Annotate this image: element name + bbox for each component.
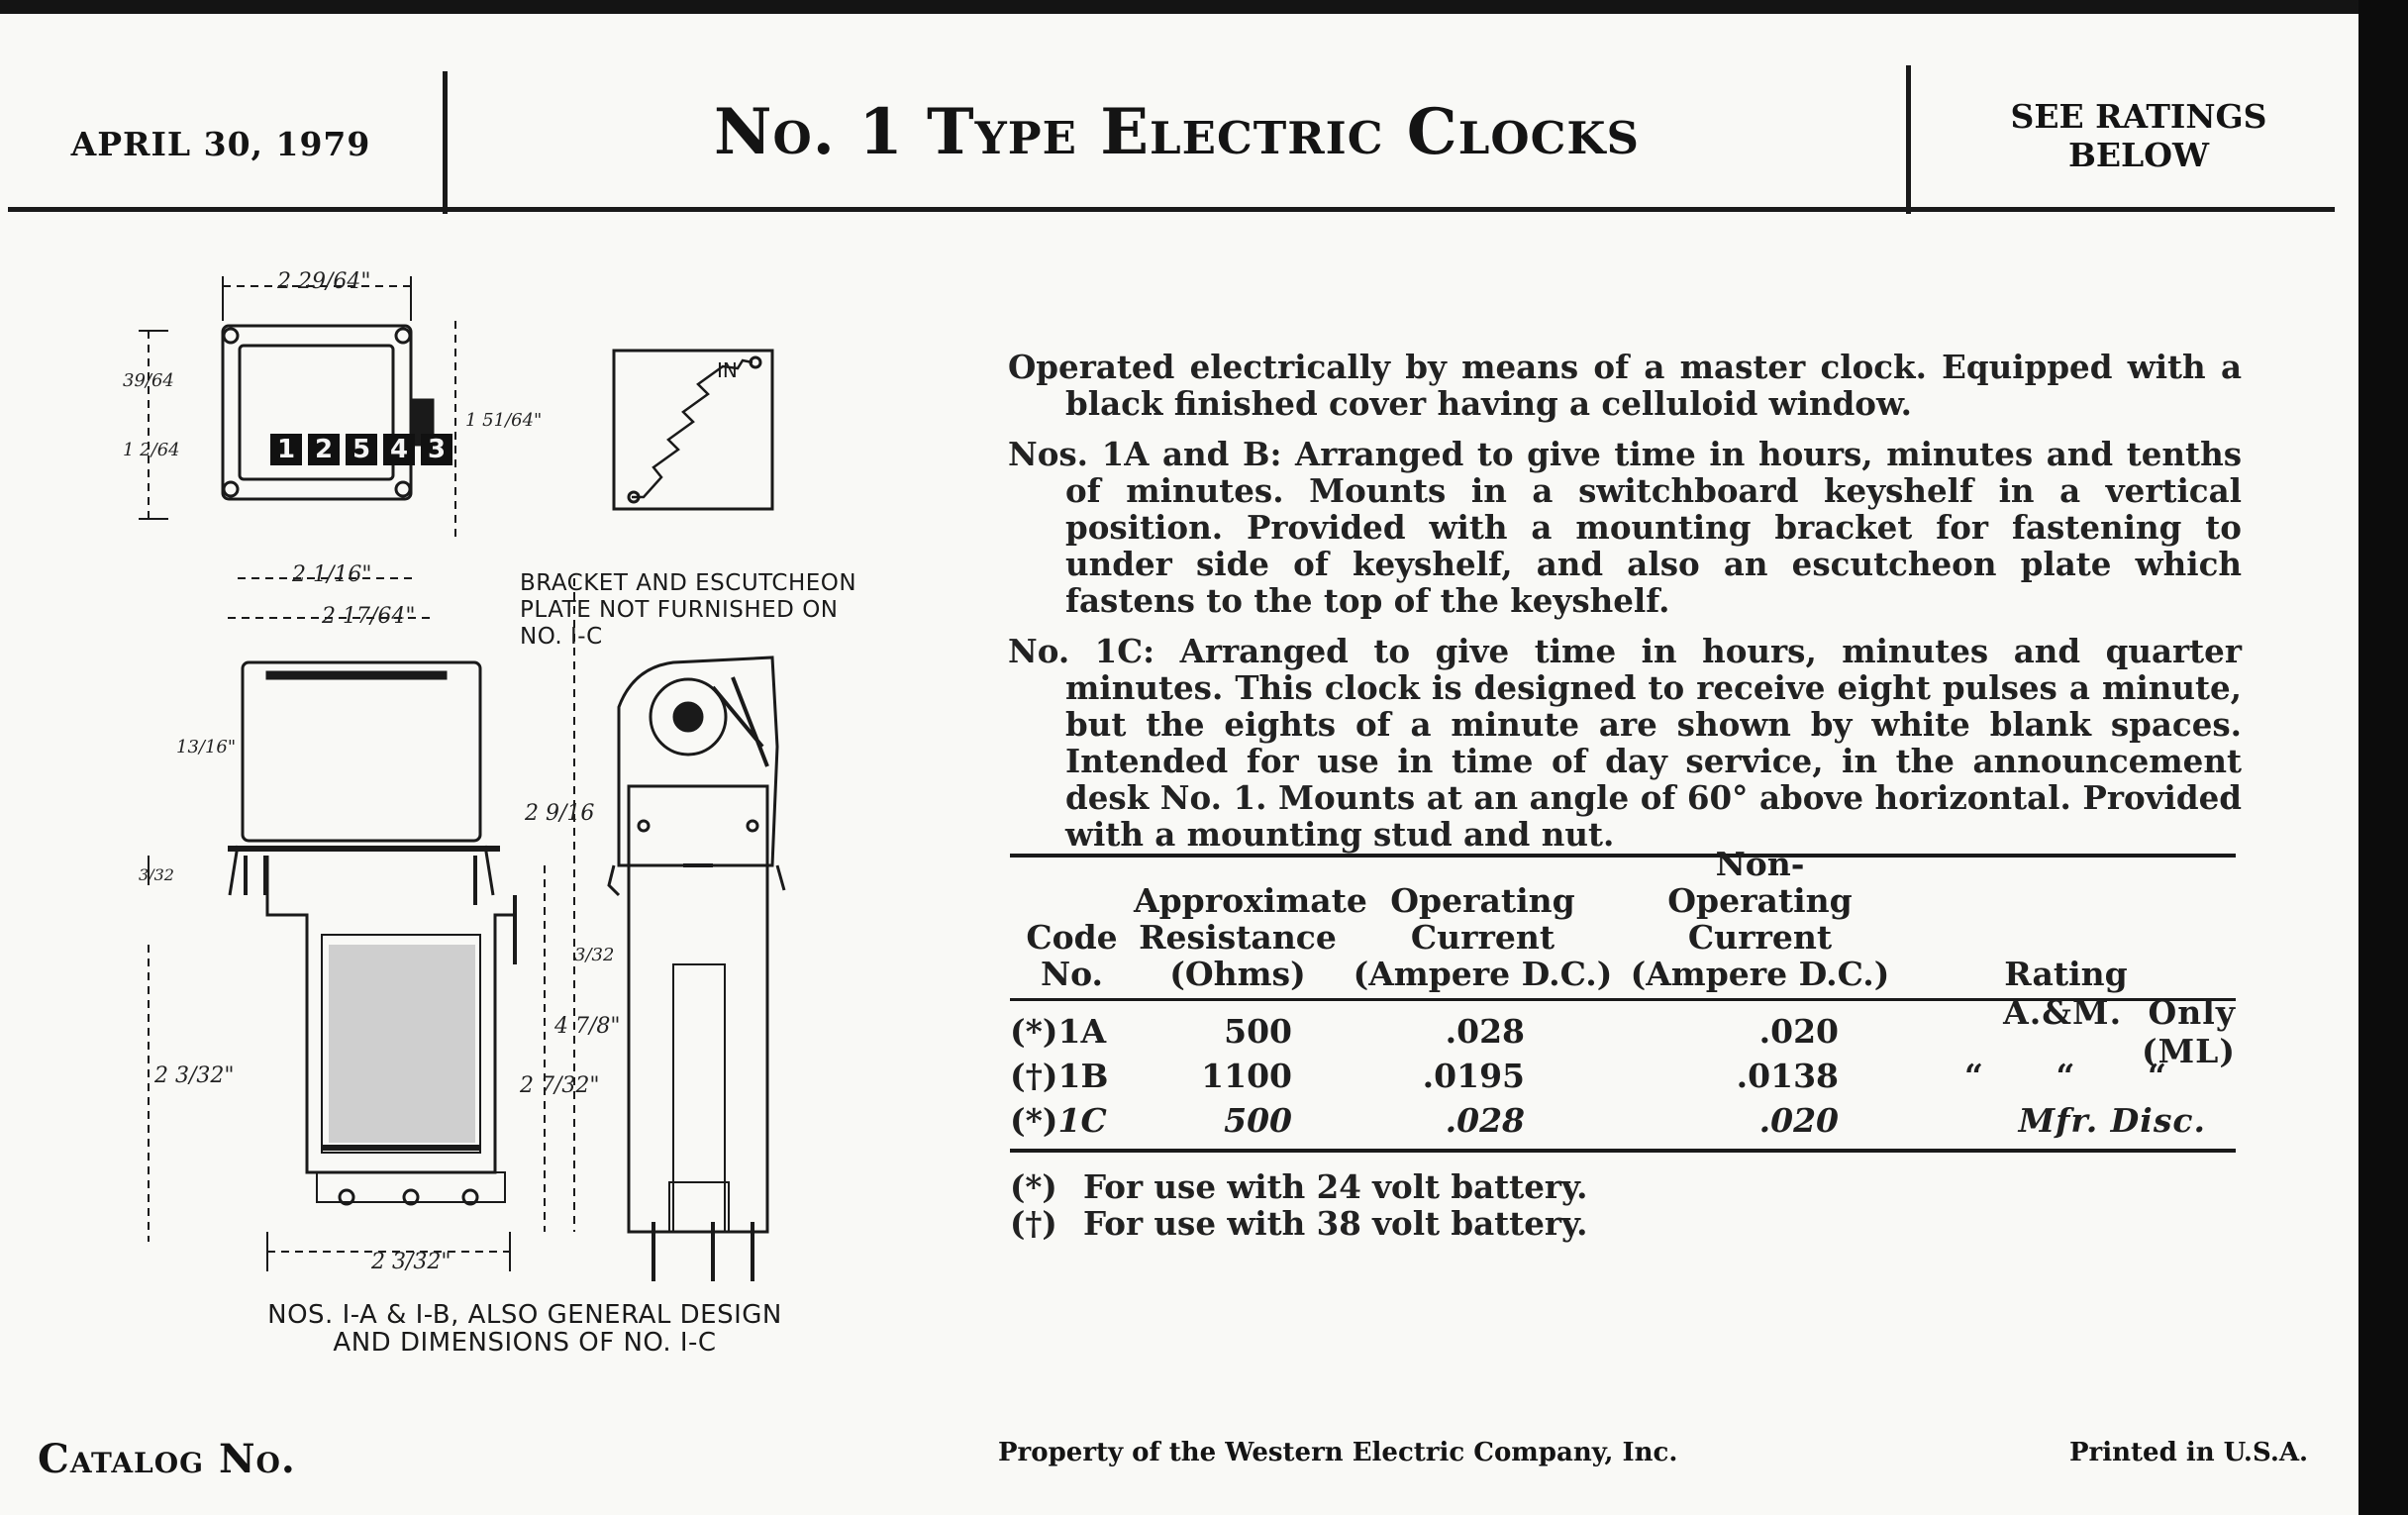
bracket-note: BRACKET AND ESCUTCHEON PLATE NOT FURNISHED ON NO. I-C xyxy=(520,570,857,650)
description xyxy=(1008,349,2242,866)
header-resistance: Approximate Resistance (Ohms) xyxy=(1134,881,1367,993)
dim-left-small: 3/32 xyxy=(139,865,174,884)
counter-digit: 5 xyxy=(346,434,377,465)
cell-non-operating: .020 xyxy=(1758,1012,1839,1051)
dim-right-height: 1 51/64" xyxy=(465,410,543,431)
counter-digit: 3 xyxy=(421,434,452,465)
rating-note: SEE RATINGS BELOW xyxy=(2010,97,2267,174)
footnote-text: For use with 38 volt battery. xyxy=(1083,1204,1588,1243)
cell-code xyxy=(1010,1012,1134,1051)
footnotes xyxy=(1010,1168,1587,1242)
dim-depth: 4 7/8" xyxy=(554,1014,621,1039)
paragraph-text: Arranged to give time in hours, minutes and tenths of minutes. Mounts in a switchboard keyshelf in a vertical position. Provided with a mounting bracket for fastening to under side of keyshelf, and also an escutcheon plate which fastens to the top of the keyshelf. xyxy=(1065,435,2242,620)
paragraph-text: Arranged to give time in hours, minutes and quarter minutes. This clock is designed to receive eight pulses a minute, but the eights of a minute are shown by white blank spaces. Intended for use in time of day service, in the announcement desk No. 1. Mounts at an angle of 60° above horizontal. Provided with a mounting stud and nut. xyxy=(1065,632,2242,854)
cell-resistance: 500 xyxy=(1224,1101,1292,1140)
counter-window xyxy=(270,434,452,465)
catalog-number-label: Catalog No. xyxy=(38,1436,296,1482)
counter-digit: 4 xyxy=(383,434,415,465)
dim-body-left: 2 3/32" xyxy=(154,1063,235,1088)
cell-rating: A.&M. Only (ML) xyxy=(2003,992,2236,1070)
cell-resistance: 500 xyxy=(1224,1012,1292,1051)
cell-resistance: 1100 xyxy=(1201,1057,1292,1095)
header-code: Code No. xyxy=(1026,918,1118,993)
cell-rating: “ “ “ xyxy=(1964,1057,2167,1095)
table-row xyxy=(1010,1054,2236,1098)
issue-date: APRIL 30, 1979 xyxy=(70,125,371,163)
table-row xyxy=(1010,992,2236,1070)
table-row xyxy=(1010,1098,2236,1143)
description-paragraph xyxy=(1008,436,2242,619)
dim-bottom-width: 2 3/32" xyxy=(371,1250,452,1274)
footnote xyxy=(1010,1205,1587,1242)
header-non-operating: Non-Operating Current (Ampere D.C.) xyxy=(1630,845,1890,993)
ratings-table xyxy=(1010,845,2236,1153)
header-operating: Operating Current (Ampere D.C.) xyxy=(1353,881,1613,993)
header-rule xyxy=(8,207,2335,212)
scan-edge xyxy=(2358,0,2408,1515)
schematic-in-label: IN xyxy=(717,358,738,382)
counter-digit: 2 xyxy=(308,434,340,465)
catalog-sheet xyxy=(0,14,2358,1515)
paragraph-lead: Nos. 1A and B: xyxy=(1008,435,1282,473)
clock-drawing xyxy=(119,252,931,1380)
footnote-mark: (†) xyxy=(1010,1204,1057,1243)
footnote-text: For use with 24 volt battery. xyxy=(1083,1167,1588,1206)
description-paragraph xyxy=(1008,633,2242,853)
cell-code-value: 1A xyxy=(1057,1012,1107,1051)
paragraph-lead: No. 1C: xyxy=(1008,632,1155,670)
dim-left-mid: 1 2/64 xyxy=(123,440,180,460)
cell-code-value: 1B xyxy=(1057,1057,1109,1095)
footnote xyxy=(1010,1168,1587,1205)
dim-body-right: 2 7/32" xyxy=(520,1073,600,1098)
dim-bracket-width: 2 1/16" xyxy=(292,562,372,587)
cell-operating: .028 xyxy=(1445,1012,1525,1051)
cell-code xyxy=(1010,1101,1134,1140)
cell-mark: (*) xyxy=(1010,1101,1058,1140)
dim-overall-width: 2 17/64" xyxy=(322,604,416,629)
drawing-caption: NOS. I-A & I-B, ALSO GENERAL DESIGN AND DIMENSIONS OF NO. I-C xyxy=(267,1300,782,1358)
counter-digit: 1 xyxy=(270,434,302,465)
property-notice: Property of the Western Electric Company, Inc. xyxy=(998,1438,1678,1467)
cell-non-operating: .0138 xyxy=(1736,1057,1839,1095)
dim-diagonal: 2 9/16 xyxy=(525,801,595,826)
paragraph-text: Operated electrically by means of a master clock. Equipped with a black finished cover having a celluloid window. xyxy=(1008,348,2242,423)
header-rating: Rating xyxy=(2004,955,2128,993)
cell-operating: .0195 xyxy=(1422,1057,1525,1095)
dim-plate: 3/32 xyxy=(574,945,615,965)
cell-operating: .028 xyxy=(1445,1101,1525,1140)
cell-code-value: 1C xyxy=(1057,1101,1107,1140)
table-header-row xyxy=(1010,845,2236,993)
cell-rating: Mfr. Disc. xyxy=(2018,1101,2206,1140)
page-title: No. 1 Type Electric Clocks xyxy=(713,95,1640,169)
description-paragraph xyxy=(1008,349,2242,422)
cell-mark: (†) xyxy=(1010,1057,1058,1095)
table-bottom-rule xyxy=(1010,1149,2236,1153)
cell-mark: (*) xyxy=(1010,1012,1058,1051)
cell-code xyxy=(1010,1057,1134,1095)
dim-top-width: 2 29/64" xyxy=(277,269,371,294)
cell-non-operating: .020 xyxy=(1758,1101,1839,1140)
dim-case-height: 13/16" xyxy=(176,737,237,758)
printed-in: Printed in U.S.A. xyxy=(2069,1438,2309,1467)
dim-left-top: 39/64 xyxy=(123,370,174,391)
footnote-mark: (*) xyxy=(1010,1167,1057,1206)
